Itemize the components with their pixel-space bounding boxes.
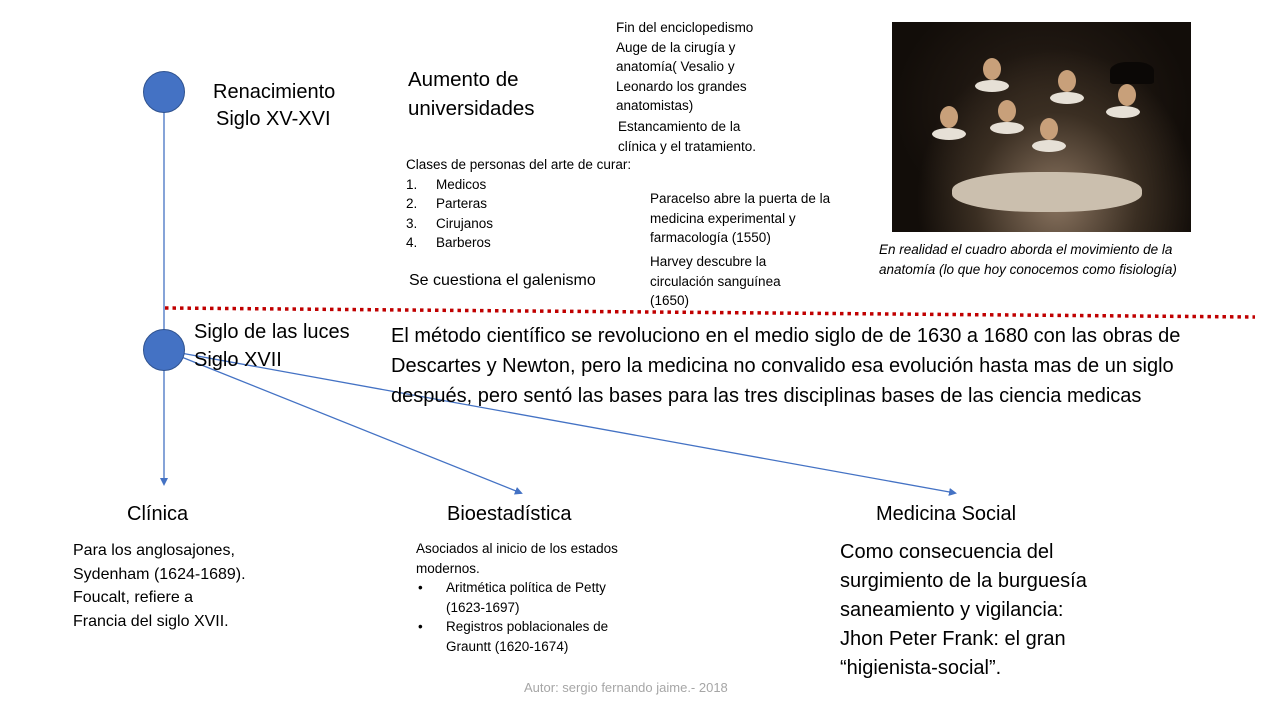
medicina-social-line-3: saneamiento y vigilancia: bbox=[840, 599, 1064, 621]
painting-collar bbox=[1050, 92, 1084, 104]
caption-line-2: anatomía (lo que hoy conocemos como fisiología) bbox=[879, 261, 1177, 277]
painting-face bbox=[1118, 84, 1136, 106]
painting-face bbox=[940, 106, 958, 128]
clases-title: Clases de personas del arte de curar: bbox=[406, 157, 632, 172]
painting-collar bbox=[1032, 140, 1066, 152]
anatomy-lesson-painting bbox=[892, 22, 1191, 232]
painting-cadaver bbox=[952, 172, 1142, 212]
clases-item-number: 3. bbox=[406, 215, 418, 231]
painting-collar bbox=[990, 122, 1024, 134]
metodo-line-2: Descartes y Newton, pero la medicina no convalido esa evolución hasta mas de un siglo bbox=[391, 355, 1174, 377]
estancamiento-line-1: Estancamiento de la bbox=[618, 119, 741, 134]
enciclopedismo-line-3: anatomía( Vesalio y bbox=[616, 59, 735, 74]
bioestadistica-intro-2: modernos. bbox=[416, 560, 480, 576]
medicina-social-text bbox=[840, 538, 1087, 683]
author-footer: Autor: sergio fernando jaime.- 2018 bbox=[524, 680, 728, 695]
bioestadistica-item bbox=[416, 617, 618, 656]
paracelso-line-2: medicina experimental y bbox=[650, 210, 796, 226]
medicina-social-line-2: surgimiento de la burguesía bbox=[840, 570, 1087, 592]
painting-caption bbox=[879, 240, 1177, 279]
painting-face bbox=[998, 100, 1016, 122]
siglo-luces-century: Siglo XVII bbox=[194, 349, 282, 371]
clases-item-label: Parteras bbox=[436, 196, 488, 211]
clases-item-number: 2. bbox=[406, 196, 418, 211]
harvey-line-1: Harvey descubre la bbox=[650, 254, 767, 269]
clinica-text bbox=[73, 539, 246, 633]
painting-collar bbox=[975, 80, 1009, 92]
bioestadistica-list bbox=[416, 578, 618, 656]
clases-item-number: 1. bbox=[406, 176, 418, 192]
enciclopedismo-line-2: Auge de la cirugía y bbox=[616, 39, 736, 55]
clases-item-label: Barberos bbox=[436, 235, 491, 250]
bioestadistica-item bbox=[416, 578, 618, 617]
clinica-line-2: Sydenham (1624-1689). bbox=[73, 565, 246, 583]
universidades-note bbox=[408, 65, 535, 123]
timeline-node-siglo-luces bbox=[144, 330, 185, 371]
clases-item-number: 4. bbox=[406, 235, 418, 250]
clinica-line-1: Para los anglosajones, bbox=[73, 542, 235, 559]
clinica-line-3: Foucalt, refiere a bbox=[73, 589, 194, 606]
bioestadistica-intro-1: Asociados al inicio de los estados bbox=[416, 541, 618, 556]
enciclopedismo-line-4: Leonardo los grandes bbox=[616, 78, 747, 94]
harvey-line-3: (1650) bbox=[650, 293, 690, 308]
painting-face bbox=[983, 58, 1001, 80]
painting-hat bbox=[1110, 62, 1154, 84]
renacimiento-century: Siglo XV-XVI bbox=[216, 108, 331, 130]
clinica-title: Clínica bbox=[127, 503, 189, 525]
bioestadistica-text bbox=[416, 539, 618, 656]
clinica-line-4: Francia del siglo XVII. bbox=[73, 612, 229, 630]
harvey-note bbox=[650, 252, 781, 311]
bioestadistica-title: Bioestadística bbox=[447, 503, 572, 525]
renacimiento-label bbox=[213, 79, 335, 133]
enciclopedismo-line-1: Fin del enciclopedismo bbox=[616, 20, 754, 35]
paracelso-line-3: farmacología (1550) bbox=[650, 230, 771, 245]
enciclopedismo-line-5: anatomistas) bbox=[616, 98, 694, 113]
caption-line-1: En realidad el cuadro aborda el movimiento de la bbox=[879, 242, 1173, 257]
painting-collar bbox=[932, 128, 966, 140]
clases-item bbox=[406, 214, 626, 234]
estancamiento-note bbox=[618, 117, 756, 156]
renacimiento-title: Renacimiento bbox=[213, 81, 336, 103]
metodo-line-1: El método científico se revoluciono en el medio siglo de de 1630 a 1680 con las obras de bbox=[391, 325, 1181, 347]
estancamiento-line-2: clínica y el tratamiento. bbox=[618, 138, 757, 154]
medicina-social-line-5: “higienista-social”. bbox=[840, 657, 1002, 679]
enciclopedismo-note bbox=[616, 18, 753, 116]
painting-face bbox=[1040, 118, 1058, 140]
clases-item bbox=[406, 175, 626, 195]
paracelso-line-1: Paracelso abre la puerta de la bbox=[650, 191, 831, 206]
bioestadistica-item-line: • Aritmética política de Petty bbox=[446, 580, 606, 595]
universidades-line-1: Aumento de bbox=[408, 68, 519, 91]
painting-collar bbox=[1106, 106, 1140, 118]
harvey-line-2: circulación sanguínea bbox=[650, 273, 781, 289]
clases-item-label: Medicos bbox=[436, 176, 487, 192]
metodo-line-3: después, pero sentó las bases para las tres disciplinas bases de las ciencia medicas bbox=[391, 385, 1142, 407]
clases-note bbox=[406, 155, 631, 253]
clases-item bbox=[406, 194, 626, 214]
bioestadistica-item-line: Grauntt (1620-1674) bbox=[446, 638, 569, 654]
medicina-social-line-4: Jhon Peter Frank: el gran bbox=[840, 628, 1066, 650]
painting-face bbox=[1058, 70, 1076, 92]
paracelso-note bbox=[650, 189, 830, 248]
siglo-luces-title: Siglo de las luces bbox=[194, 321, 350, 343]
medicina-social-title: Medicina Social bbox=[876, 503, 1017, 525]
timeline-node-renacimiento bbox=[144, 72, 185, 113]
clases-item bbox=[406, 233, 626, 253]
bioestadistica-item-line: • Registros poblacionales de bbox=[446, 619, 609, 634]
universidades-line-2: universidades bbox=[408, 97, 535, 120]
metodo-cientifico-paragraph bbox=[391, 321, 1180, 411]
siglo-luces-label bbox=[194, 318, 350, 374]
galenismo-note: Se cuestiona el galenismo bbox=[409, 272, 596, 289]
clases-item-label: Cirujanos bbox=[436, 215, 494, 231]
bioestadistica-item-line: (1623-1697) bbox=[446, 599, 520, 615]
medicina-social-line-1: Como consecuencia del bbox=[840, 541, 1054, 563]
clases-list bbox=[406, 175, 626, 253]
